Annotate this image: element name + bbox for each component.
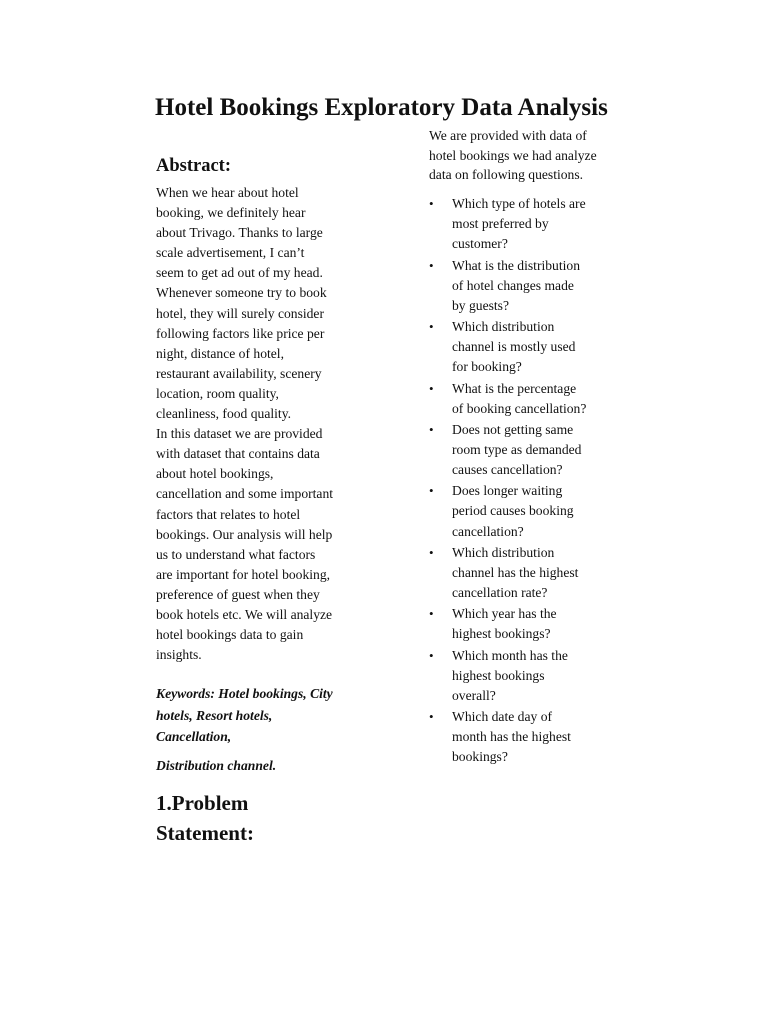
- list-item: [429, 317, 587, 377]
- bullet-icon: •: [429, 709, 434, 725]
- list-item: [429, 646, 587, 706]
- list-item: [429, 481, 587, 541]
- abstract-paragraph-1: When we hear about hotel booking, we definitely hear about Trivago. Thanks to large scale advertisement, I can’t seem to get ad out of my head. Whenever someone try to book hotel, they will surely consider following factors like price per night, distance of hotel, restaurant availability, scenery location, room quality, cleanliness, food quality.: [156, 185, 327, 422]
- list-item: [429, 420, 587, 480]
- question-text: Which month has the highest bookings overall?: [452, 647, 568, 703]
- document-title: Hotel Bookings Exploratory Data Analysis: [155, 94, 608, 121]
- abstract-heading: Abstract:: [156, 156, 232, 176]
- list-item: [429, 707, 587, 767]
- bullet-icon: •: [429, 544, 434, 560]
- list-item: [429, 543, 587, 603]
- question-text: Does longer waiting period causes booking cancellation?: [452, 483, 574, 539]
- problem-statement-heading: 1.Problem Statement:: [156, 791, 254, 846]
- question-text: Which year has the highest bookings?: [452, 606, 557, 642]
- right-column: [429, 126, 609, 769]
- bullet-icon: •: [429, 196, 434, 212]
- question-text: Which date day of month has the highest bookings?: [452, 709, 571, 765]
- abstract-paragraph-2: In this dataset we are provided with dataset that contains data about hotel bookings, cancellation and some important factors that relates to hotel bookings. Our analysis will help us to understand what factors are important for hotel booking, preference of guest when they book hotels etc. We will analyze hotel bookings data to gain insights.: [156, 426, 334, 663]
- question-text: Does not getting same room type as demanded causes cancellation?: [452, 421, 582, 478]
- left-column: [156, 155, 334, 848]
- question-text: What is the percentage of booking cancellation?: [452, 380, 587, 416]
- keywords-tail: Distribution channel.: [156, 758, 277, 774]
- question-text: What is the distribution of hotel changes made by guests?: [452, 257, 580, 313]
- list-item: [429, 604, 587, 644]
- bullet-icon: •: [429, 421, 434, 437]
- keywords: Keywords: Hotel bookings, City hotels, Resort hotels, Cancellation,: [156, 686, 333, 745]
- questions-list: [429, 194, 609, 767]
- bullet-icon: •: [429, 647, 434, 663]
- bullet-icon: •: [429, 257, 434, 273]
- questions-intro: We are provided with data of hotel bookings we had analyze data on following questions.: [429, 128, 597, 183]
- list-item: [429, 256, 587, 316]
- list-item: [429, 379, 587, 419]
- bullet-icon: •: [429, 483, 434, 499]
- question-text: Which distribution channel is mostly used for booking?: [452, 319, 576, 375]
- question-text: Which type of hotels are most preferred by customer?: [452, 196, 586, 252]
- bullet-icon: •: [429, 606, 434, 622]
- bullet-icon: •: [429, 319, 434, 335]
- list-item: [429, 194, 587, 254]
- question-text: Which distribution channel has the highest cancellation rate?: [452, 544, 579, 601]
- bullet-icon: •: [429, 380, 434, 396]
